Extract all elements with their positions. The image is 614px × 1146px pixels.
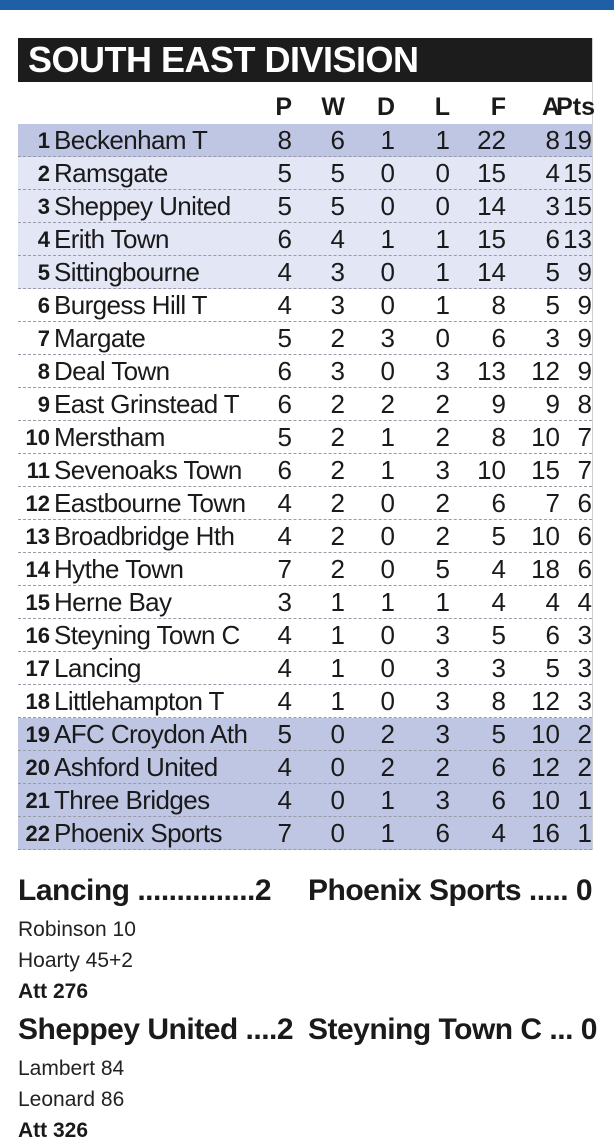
played-value: 4: [277, 752, 292, 782]
goals-for-value: 6: [491, 785, 506, 815]
position-number: 4: [37, 227, 50, 252]
won-value: 6: [330, 125, 345, 155]
header-points: Pts: [556, 93, 595, 121]
position-number: 21: [25, 788, 50, 813]
won-value: 3: [330, 356, 345, 386]
played-value: 5: [277, 191, 292, 221]
points-value: 6: [577, 521, 592, 551]
attendance: Att 276: [18, 980, 89, 1003]
match-scoreline: [18, 868, 592, 914]
played-value: 4: [277, 686, 292, 716]
won-value: 0: [330, 752, 345, 782]
table-row: [18, 487, 592, 520]
played-value: 7: [277, 554, 292, 584]
team-name: AFC Croydon Ath: [54, 719, 248, 749]
goal-scorer: Leonard 86: [18, 1088, 125, 1111]
table-body: [18, 124, 592, 850]
points-value: 2: [577, 752, 592, 782]
team-name: Deal Town: [54, 356, 170, 386]
goals-for-value: 14: [477, 191, 506, 221]
played-value: 5: [277, 422, 292, 452]
league-table: [18, 90, 595, 850]
points-value: 4: [577, 587, 592, 617]
won-value: 0: [330, 818, 345, 848]
table-row: [18, 718, 592, 751]
goals-for-value: 4: [491, 554, 506, 584]
won-value: 2: [330, 422, 345, 452]
team-name: Lancing: [54, 653, 141, 683]
lost-value: 3: [435, 785, 450, 815]
played-value: 4: [277, 785, 292, 815]
position-number: 18: [25, 689, 50, 714]
goals-for-value: 9: [491, 389, 506, 419]
goals-against-value: 3: [545, 323, 560, 353]
goals-for-value: 8: [491, 290, 506, 320]
lost-value: 2: [435, 752, 450, 782]
goals-against-value: 6: [545, 620, 560, 650]
played-value: 6: [277, 455, 292, 485]
drawn-value: 1: [380, 587, 395, 617]
table-row: [18, 784, 592, 817]
match-result: [18, 1007, 597, 1146]
position-number: 16: [25, 623, 50, 648]
lost-value: 0: [435, 323, 450, 353]
position-number: 5: [37, 260, 50, 285]
team-name: Merstham: [54, 422, 165, 452]
lost-value: 1: [435, 257, 450, 287]
lost-value: 1: [435, 290, 450, 320]
position-number: 8: [37, 359, 50, 384]
lost-value: 5: [435, 554, 450, 584]
goals-against-value: 10: [531, 785, 560, 815]
goals-against-value: 5: [545, 290, 560, 320]
goals-for-value: 15: [477, 224, 506, 254]
lost-value: 2: [435, 389, 450, 419]
table-row: [18, 256, 592, 289]
points-value: 9: [577, 323, 592, 353]
position-number: 6: [37, 293, 50, 318]
played-value: 4: [277, 488, 292, 518]
position-number: 12: [25, 491, 50, 516]
team-name: Sittingbourne: [54, 257, 200, 287]
played-value: 4: [277, 290, 292, 320]
goal-scorer: Robinson 10: [18, 918, 136, 941]
home-team-score: Sheppey United ....2: [18, 1013, 294, 1046]
header-drawn: D: [376, 93, 395, 121]
drawn-value: 3: [380, 323, 395, 353]
table-row: [18, 388, 592, 421]
table-row: [18, 586, 592, 619]
goals-for-value: 8: [491, 422, 506, 452]
team-name: Ramsgate: [54, 158, 168, 188]
drawn-value: 0: [380, 290, 395, 320]
points-value: 1: [577, 785, 592, 815]
won-value: 5: [330, 191, 345, 221]
drawn-value: 2: [380, 752, 395, 782]
won-value: 2: [330, 323, 345, 353]
goals-against-value: 10: [531, 422, 560, 452]
won-value: 1: [330, 587, 345, 617]
goals-against-value: 7: [545, 488, 560, 518]
drawn-value: 0: [380, 257, 395, 287]
points-value: 3: [577, 686, 592, 716]
drawn-value: 1: [380, 125, 395, 155]
team-name: Herne Bay: [54, 587, 172, 617]
goals-against-value: 5: [545, 653, 560, 683]
table-row: [18, 685, 592, 718]
goals-for-value: 8: [491, 686, 506, 716]
goals-against-value: 4: [545, 587, 560, 617]
header-lost: L: [434, 93, 450, 121]
points-value: 19: [563, 125, 592, 155]
table-row: [18, 190, 592, 223]
points-value: 6: [577, 488, 592, 518]
lost-value: 6: [435, 818, 450, 848]
drawn-value: 1: [380, 422, 395, 452]
goals-against-value: 9: [545, 389, 560, 419]
points-value: 15: [563, 158, 592, 188]
played-value: 4: [277, 653, 292, 683]
table-row: [18, 817, 592, 850]
goals-against-value: 5: [545, 257, 560, 287]
played-value: 4: [277, 521, 292, 551]
lost-value: 3: [435, 653, 450, 683]
played-value: 4: [277, 257, 292, 287]
goals-against-value: 12: [531, 752, 560, 782]
won-value: 2: [330, 521, 345, 551]
team-name: Three Bridges: [54, 785, 210, 815]
lost-value: 0: [435, 158, 450, 188]
drawn-value: 0: [380, 488, 395, 518]
position-number: 20: [25, 755, 50, 780]
team-name: Steyning Town C: [54, 620, 240, 650]
home-team-score: Lancing ...............2: [18, 874, 272, 907]
table-row: [18, 322, 592, 355]
header-goals-for: F: [490, 93, 506, 121]
lost-value: 0: [435, 191, 450, 221]
attendance: Att 326: [18, 1119, 89, 1142]
team-name: Broadbridge Hth: [54, 521, 235, 551]
drawn-value: 1: [380, 455, 395, 485]
played-value: 5: [277, 719, 292, 749]
won-value: 4: [330, 224, 345, 254]
team-name: Ashford United: [54, 752, 218, 782]
points-value: 7: [577, 422, 592, 452]
points-value: 3: [577, 620, 592, 650]
drawn-value: 2: [380, 389, 395, 419]
position-number: 1: [37, 128, 50, 153]
table-row: [18, 421, 592, 454]
drawn-value: 1: [380, 224, 395, 254]
points-value: 9: [577, 257, 592, 287]
team-name: Margate: [54, 323, 146, 353]
table-row: [18, 124, 592, 157]
goals-for-value: 6: [491, 323, 506, 353]
table-row: [18, 619, 592, 652]
team-name: Sheppey United: [54, 191, 231, 221]
goals-against-value: 4: [545, 158, 560, 188]
position-number: 17: [25, 656, 50, 681]
goals-against-value: 15: [531, 455, 560, 485]
played-value: 3: [277, 587, 292, 617]
position-number: 13: [25, 524, 50, 549]
page-edge-line: [592, 38, 593, 850]
points-value: 7: [577, 455, 592, 485]
team-name: Beckenham T: [54, 125, 208, 155]
played-value: 8: [277, 125, 292, 155]
lost-value: 3: [435, 356, 450, 386]
table-row: [18, 223, 592, 256]
lost-value: 1: [435, 125, 450, 155]
position-number: 22: [25, 821, 50, 846]
played-value: 5: [277, 158, 292, 188]
table-row: [18, 520, 592, 553]
lost-value: 1: [435, 587, 450, 617]
won-value: 2: [330, 554, 345, 584]
position-number: 14: [25, 557, 50, 582]
goals-for-value: 3: [491, 653, 506, 683]
position-number: 11: [26, 458, 50, 483]
points-value: 9: [577, 290, 592, 320]
won-value: 0: [330, 785, 345, 815]
won-value: 5: [330, 158, 345, 188]
team-name: Eastbourne Town: [54, 488, 246, 518]
drawn-value: 1: [380, 818, 395, 848]
points-value: 6: [577, 554, 592, 584]
lost-value: 3: [435, 455, 450, 485]
drawn-value: 0: [380, 554, 395, 584]
position-number: 7: [37, 326, 50, 351]
goals-for-value: 5: [491, 719, 506, 749]
team-name: Burgess Hill T: [54, 290, 207, 320]
goals-for-value: 22: [477, 125, 506, 155]
points-value: 8: [577, 389, 592, 419]
away-team-score: Phoenix Sports ..... 0: [308, 874, 593, 907]
table-row: [18, 652, 592, 685]
goals-for-value: 4: [491, 587, 506, 617]
points-value: 2: [577, 719, 592, 749]
goals-against-value: 6: [545, 224, 560, 254]
drawn-value: 0: [380, 620, 395, 650]
played-value: 6: [277, 356, 292, 386]
won-value: 1: [330, 686, 345, 716]
played-value: 6: [277, 389, 292, 419]
won-value: 3: [330, 257, 345, 287]
goals-for-value: 6: [491, 488, 506, 518]
team-name: Sevenoaks Town: [54, 455, 242, 485]
drawn-value: 0: [380, 191, 395, 221]
position-number: 10: [25, 425, 50, 450]
played-value: 6: [277, 224, 292, 254]
played-value: 5: [277, 323, 292, 353]
won-value: 2: [330, 488, 345, 518]
points-value: 9: [577, 356, 592, 386]
goals-against-value: 18: [531, 554, 560, 584]
goal-scorer: Hoarty 45+2: [18, 949, 133, 972]
goals-for-value: 5: [491, 521, 506, 551]
position-number: 19: [25, 722, 50, 747]
drawn-value: 0: [380, 653, 395, 683]
goals-against-value: 10: [531, 521, 560, 551]
top-accent-bar: [0, 0, 614, 10]
position-number: 3: [37, 194, 50, 219]
table-row: [18, 454, 592, 487]
won-value: 2: [330, 389, 345, 419]
table-header-row: [18, 90, 595, 124]
lost-value: 2: [435, 422, 450, 452]
goals-for-value: 4: [491, 818, 506, 848]
won-value: 2: [330, 455, 345, 485]
drawn-value: 2: [380, 719, 395, 749]
drawn-value: 0: [380, 356, 395, 386]
table-row: [18, 289, 592, 322]
lost-value: 3: [435, 620, 450, 650]
drawn-value: 0: [380, 521, 395, 551]
drawn-value: 0: [380, 686, 395, 716]
won-value: 3: [330, 290, 345, 320]
lost-value: 2: [435, 521, 450, 551]
points-value: 1: [577, 818, 592, 848]
team-name: East Grinstead T: [54, 389, 240, 419]
goals-for-value: 13: [477, 356, 506, 386]
position-number: 2: [37, 161, 50, 186]
team-name: Erith Town: [54, 224, 169, 254]
position-number: 9: [37, 392, 50, 417]
played-value: 4: [277, 620, 292, 650]
lost-value: 2: [435, 488, 450, 518]
goals-against-value: 12: [531, 356, 560, 386]
lost-value: 3: [435, 719, 450, 749]
goals-against-value: 3: [545, 191, 560, 221]
header-played: P: [275, 93, 292, 121]
goals-for-value: 14: [477, 257, 506, 287]
goals-for-value: 5: [491, 620, 506, 650]
division-title: SOUTH EAST DIVISION: [18, 38, 592, 82]
team-name: Littlehampton T: [54, 686, 224, 716]
team-name: Phoenix Sports: [54, 818, 222, 848]
goals-for-value: 6: [491, 752, 506, 782]
goals-against-value: 16: [531, 818, 560, 848]
drawn-value: 0: [380, 158, 395, 188]
team-name: Hythe Town: [54, 554, 184, 584]
position-number: 15: [25, 590, 50, 615]
won-value: 0: [330, 719, 345, 749]
table-row: [18, 751, 592, 784]
drawn-value: 1: [380, 785, 395, 815]
lost-value: 3: [435, 686, 450, 716]
goals-against-value: 12: [531, 686, 560, 716]
header-won: W: [321, 93, 345, 121]
won-value: 1: [330, 620, 345, 650]
table-row: [18, 355, 592, 388]
goal-scorer: Lambert 84: [18, 1057, 125, 1080]
points-value: 3: [577, 653, 592, 683]
goals-for-value: 10: [477, 455, 506, 485]
match-results: [18, 868, 597, 1146]
header-goals-against: A: [541, 93, 560, 121]
won-value: 1: [330, 653, 345, 683]
points-value: 13: [563, 224, 592, 254]
table-row: [18, 157, 592, 190]
match-result: [18, 868, 592, 1007]
points-value: 15: [563, 191, 592, 221]
goals-against-value: 8: [545, 125, 560, 155]
match-scoreline: [18, 1007, 597, 1053]
table-row: [18, 553, 592, 586]
lost-value: 1: [435, 224, 450, 254]
goals-against-value: 10: [531, 719, 560, 749]
goals-for-value: 15: [477, 158, 506, 188]
away-team-score: Steyning Town C ... 0: [308, 1013, 597, 1046]
played-value: 7: [277, 818, 292, 848]
